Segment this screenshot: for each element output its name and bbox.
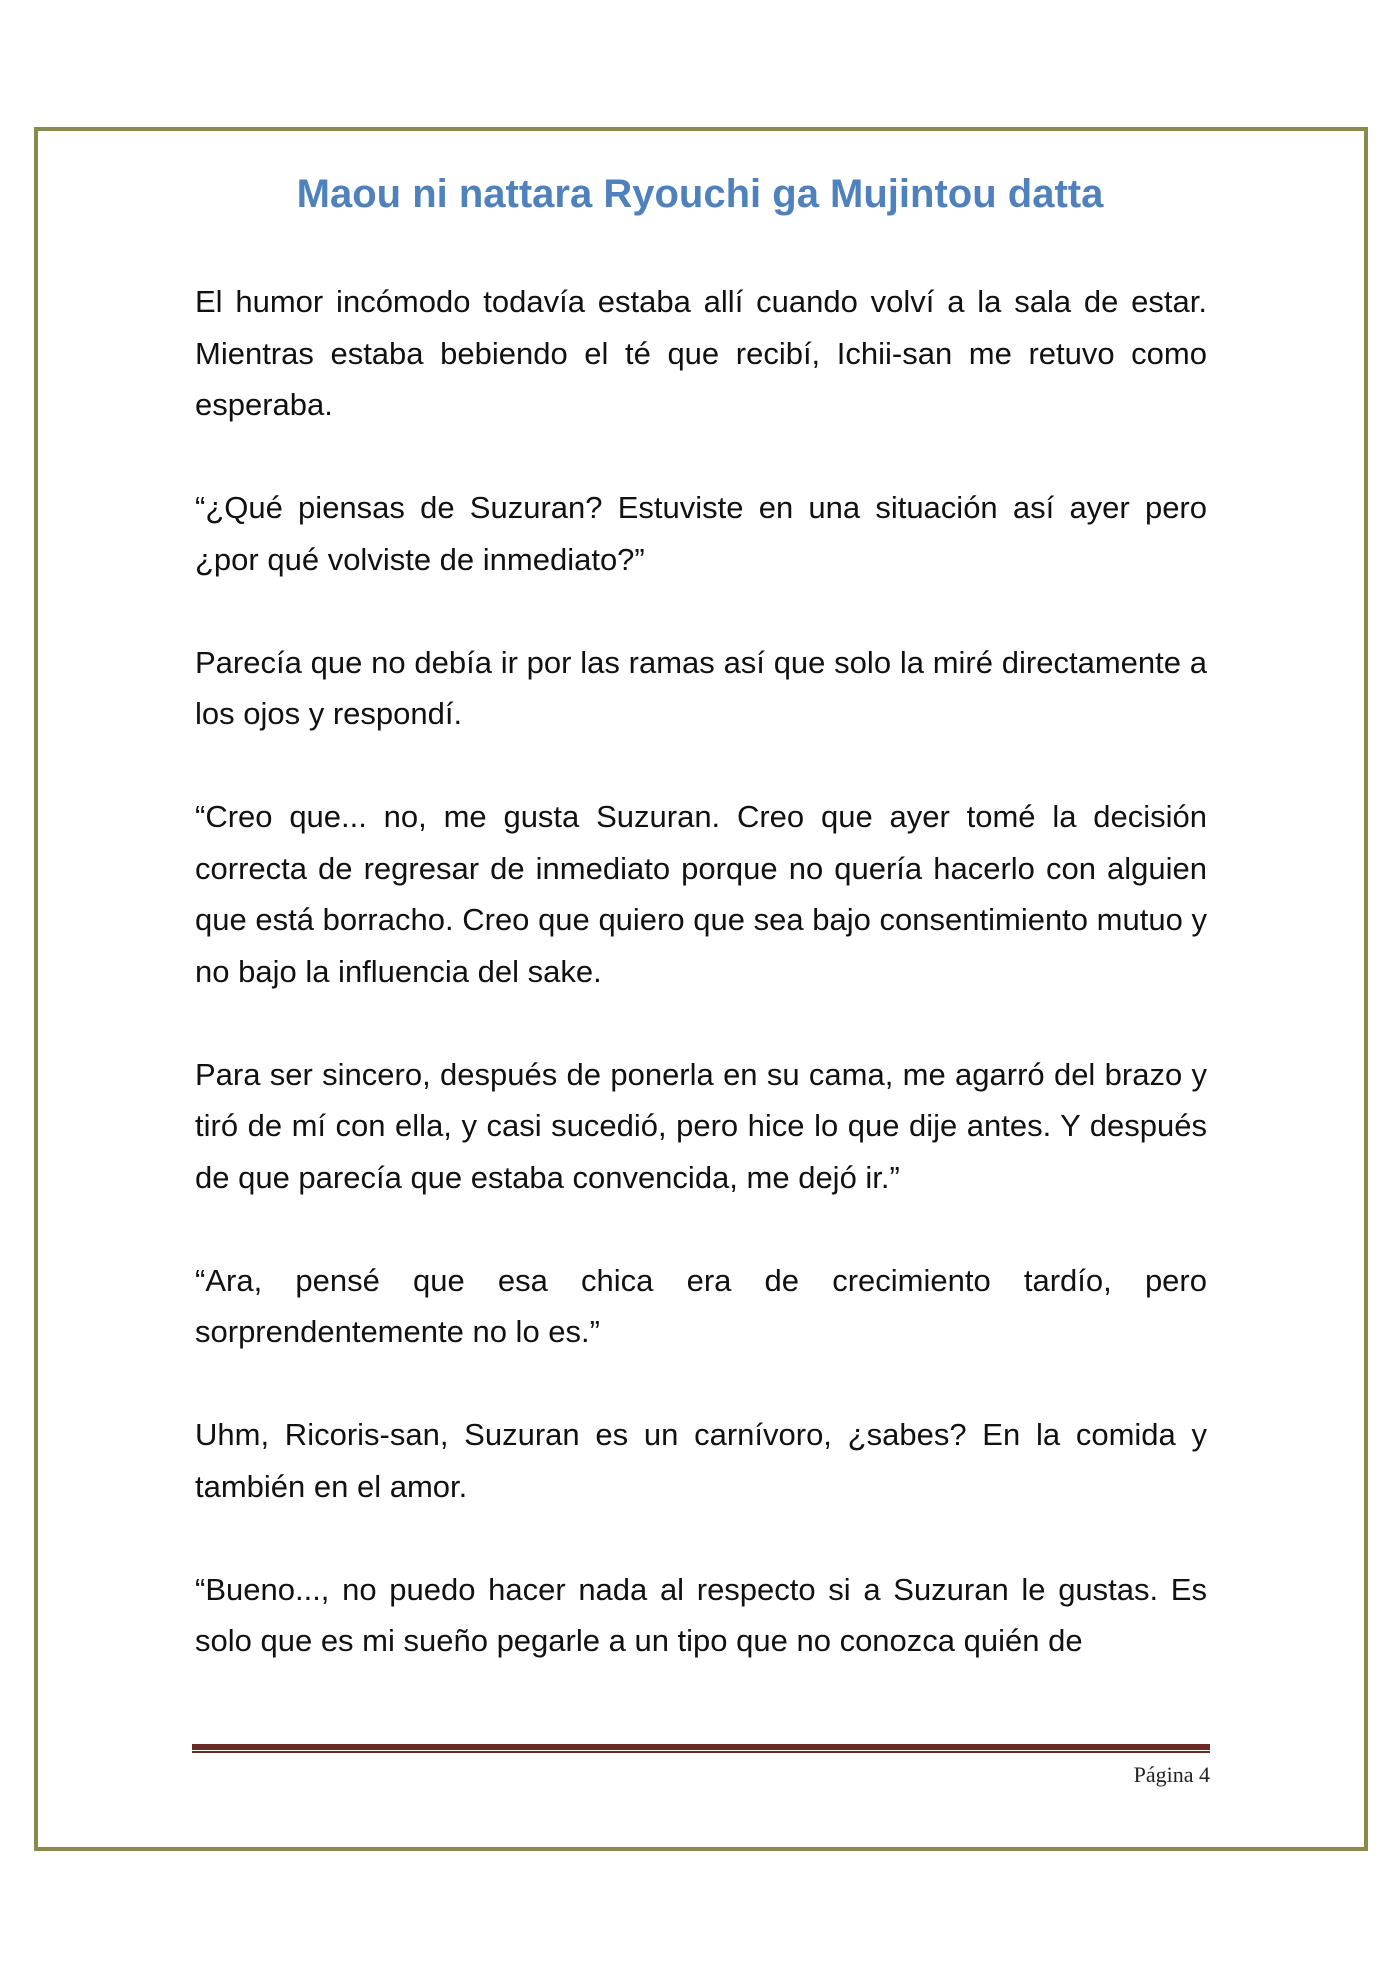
paragraph: “¿Qué piensas de Suzuran? Estuviste en una situación así ayer pero ¿por qué volviste de inmediato?” xyxy=(195,490,1207,577)
paragraph: “Bueno..., no puedo hacer nada al respecto si a Suzuran le gustas. Es solo que es mi sueño pegarle a un tipo que no conozca quién de xyxy=(195,1571,1207,1658)
document-title: Maou ni nattara Ryouchi ga Mujintou datta xyxy=(296,172,1104,216)
paragraph: Para ser sincero, después de ponerla en su cama, me agarró del brazo y tiró de mí con ella, y casi sucedió, pero hice lo que dije antes. Y después de que parecía que estaba convencida, me dejó ir.” xyxy=(195,1056,1207,1195)
document-body xyxy=(195,276,1207,1667)
paragraph: Parecía que no debía ir por las ramas así que solo la miré directamente a los ojos y respondí. xyxy=(195,644,1207,731)
footer-divider-thick xyxy=(192,1744,1210,1750)
paragraph: “Ara, pensé que esa chica era de crecimiento tardío, pero sorprendentemente no lo es.” xyxy=(195,1262,1207,1349)
page-number: Página 4 xyxy=(1133,1762,1210,1787)
footer-divider-thin xyxy=(192,1751,1210,1753)
paragraph: “Creo que... no, me gusta Suzuran. Creo que ayer tomé la decisión correcta de regresar de inmediato porque no quería hacerlo con alguien que está borracho. Creo que quiero que sea bajo consentimiento mutuo y no bajo la influencia del sake. xyxy=(195,799,1207,989)
paragraph: Uhm, Ricoris-san, Suzuran es un carnívoro, ¿sabes? En la comida y también en el amor. xyxy=(195,1417,1207,1504)
paragraph: El humor incómodo todavía estaba allí cuando volví a la sala de estar. Mientras estaba bebiendo el té que recibí, Ichii-san me retuvo como esperaba. xyxy=(195,284,1207,422)
footer-divider xyxy=(192,1744,1210,1753)
